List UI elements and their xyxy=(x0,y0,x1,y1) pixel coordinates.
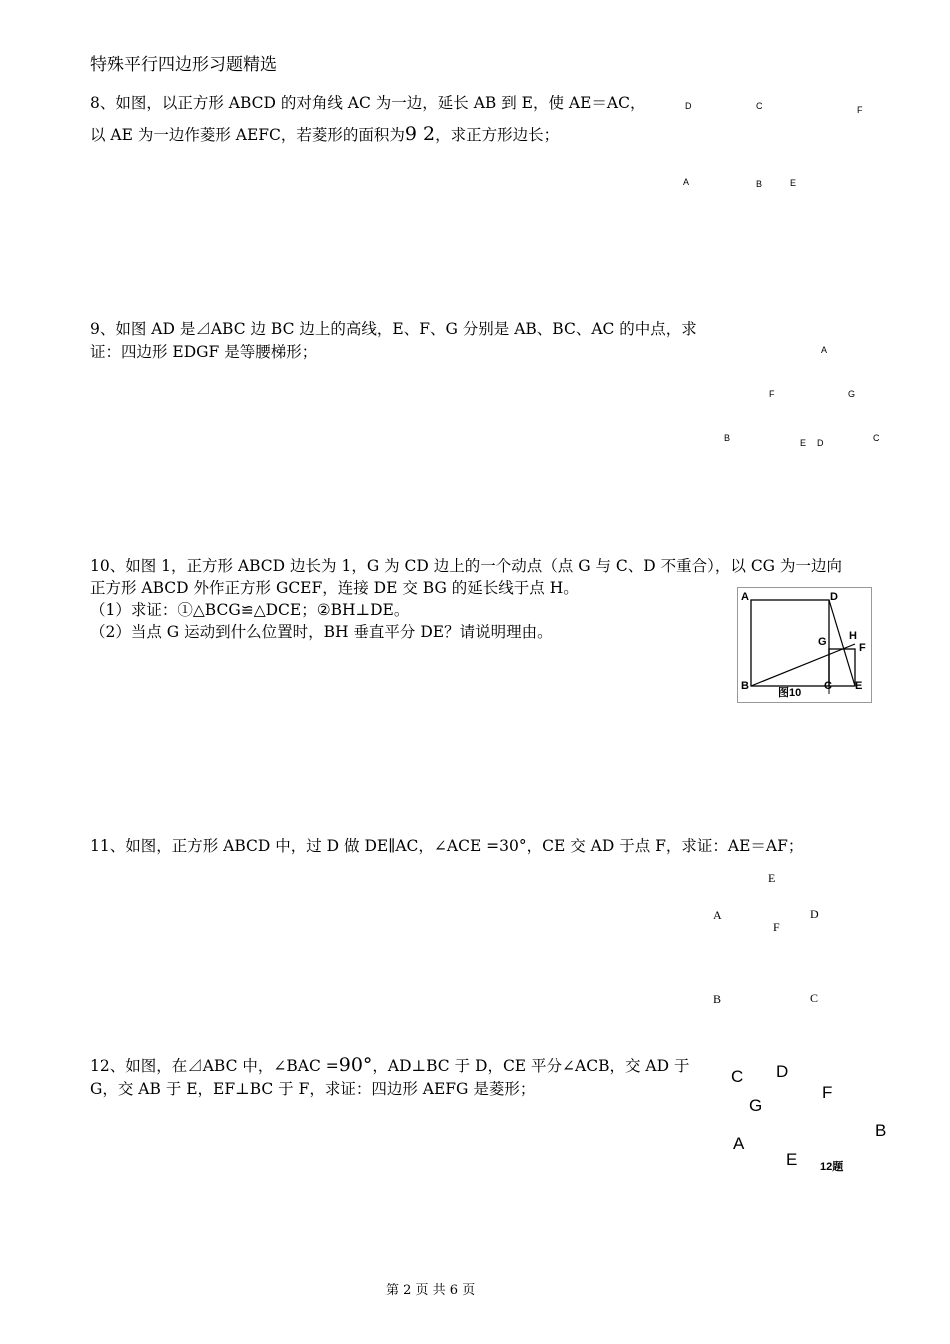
q12-label-f: F xyxy=(822,1083,833,1102)
q9-label-e: E xyxy=(800,438,807,448)
q10-label-f: F xyxy=(859,642,866,654)
q8-line2 xyxy=(90,123,559,146)
q11-label-f: F xyxy=(773,920,780,934)
page-footer: 第 2 页 共 6 页 xyxy=(386,1283,476,1298)
q10-line2: 正方形 ABCD 外作正方形 GCEF，连接 DE 交 BG 的延长线于点 H。 xyxy=(90,579,579,597)
q8-area-value: 9 2 xyxy=(404,123,436,145)
q8-label-c: C xyxy=(756,101,763,111)
q10-part2: （2）当点 G 运动到什么位置时，BH 垂直平分 DE？请说明理由。 xyxy=(90,623,553,641)
q11-label-a: A xyxy=(713,908,722,922)
q9-label-a: A xyxy=(821,345,828,355)
q11-label-e: E xyxy=(768,871,776,885)
q10-label-h: H xyxy=(849,630,857,642)
q12-line2: G，交 AB 于 E，EF⊥BC 于 F，求证：四边形 AEFG 是菱形； xyxy=(90,1080,536,1098)
q9-label-g: G xyxy=(848,389,856,399)
q8-label-e: E xyxy=(790,178,797,188)
q10-label-b: B xyxy=(741,680,749,692)
q8-line1: 8、如图，以正方形 ABCD 的对角线 AC 为一边，延长 AB 到 E，使 AE＝AC， xyxy=(90,94,646,112)
q12-label-a: A xyxy=(733,1134,745,1153)
q10-label-g: G xyxy=(818,636,827,648)
q11-line1: 11、如图，正方形 ABCD 中，过 D 做 DE∥AC，∠ACE =30°，CE 交 AD 于点 F，求证：AE＝AF； xyxy=(90,837,804,855)
q10-label-a: A xyxy=(741,591,749,603)
q12-line1-a: 12、如图，在⊿ABC 中，∠BAC = xyxy=(90,1057,339,1075)
q10-line1: 10、如图 1，正方形 ABCD 边长为 1，G 为 CD 边上的一个动点（点 G 与 C、D 不重合），以 CG 为一边向 xyxy=(90,557,842,575)
q11-label-c: C xyxy=(810,991,819,1005)
q12-label-g: G xyxy=(749,1096,763,1115)
q10-label-d: D xyxy=(830,591,838,603)
q9-line1: 9、如图 AD 是⊿ABC 边 BC 边上的高线，E、F、G 分别是 AB、BC、AC 的中点，求 xyxy=(90,320,697,338)
q9-label-f: F xyxy=(769,389,775,399)
q10-figure-caption: 图10 xyxy=(778,687,802,699)
q11-label-b: B xyxy=(713,992,722,1006)
q10-figure xyxy=(737,587,872,703)
q9-line2: 证：四边形 EDGF 是等腰梯形； xyxy=(90,343,318,361)
q10-label-c: C xyxy=(824,680,832,692)
q8-label-b: B xyxy=(756,179,763,189)
q12-line1-b: ，AD⊥BC 于 D，CE 平分∠ACB，交 AD 于 xyxy=(372,1057,690,1075)
q9-label-d: D xyxy=(817,438,824,448)
q12-label-e: E xyxy=(786,1150,798,1169)
q8-label-d: D xyxy=(685,101,692,111)
q10-label-e: E xyxy=(855,680,863,692)
q11-label-d: D xyxy=(810,907,819,921)
q9-label-b: B xyxy=(724,433,731,443)
q9-label-c: C xyxy=(873,433,880,443)
q12-label-b: B xyxy=(875,1121,887,1140)
line-de xyxy=(829,600,855,686)
q12-line1 xyxy=(90,1054,689,1077)
line-bh xyxy=(751,644,855,686)
square-gcef xyxy=(829,649,855,686)
q12-figure-caption: 12题 xyxy=(820,1161,844,1173)
q12-angle-value: 90° xyxy=(338,1054,373,1076)
q8-label-a: A xyxy=(683,177,690,187)
q12-label-d: D xyxy=(776,1062,789,1081)
q8-line2-b: ，求正方形边长； xyxy=(435,126,560,144)
q8-label-f: F xyxy=(857,105,863,115)
page-title: 特殊平行四边形习题精选 xyxy=(90,55,277,75)
q8-line2-a: 以 AE 为一边作菱形 AEFC，若菱形的面积为 xyxy=(90,126,405,144)
q12-label-c: C xyxy=(731,1067,744,1086)
q10-part1: （1）求证：①△BCG≌△DCE；②BH⊥DE。 xyxy=(90,601,410,619)
q10-figure-svg xyxy=(738,588,871,702)
